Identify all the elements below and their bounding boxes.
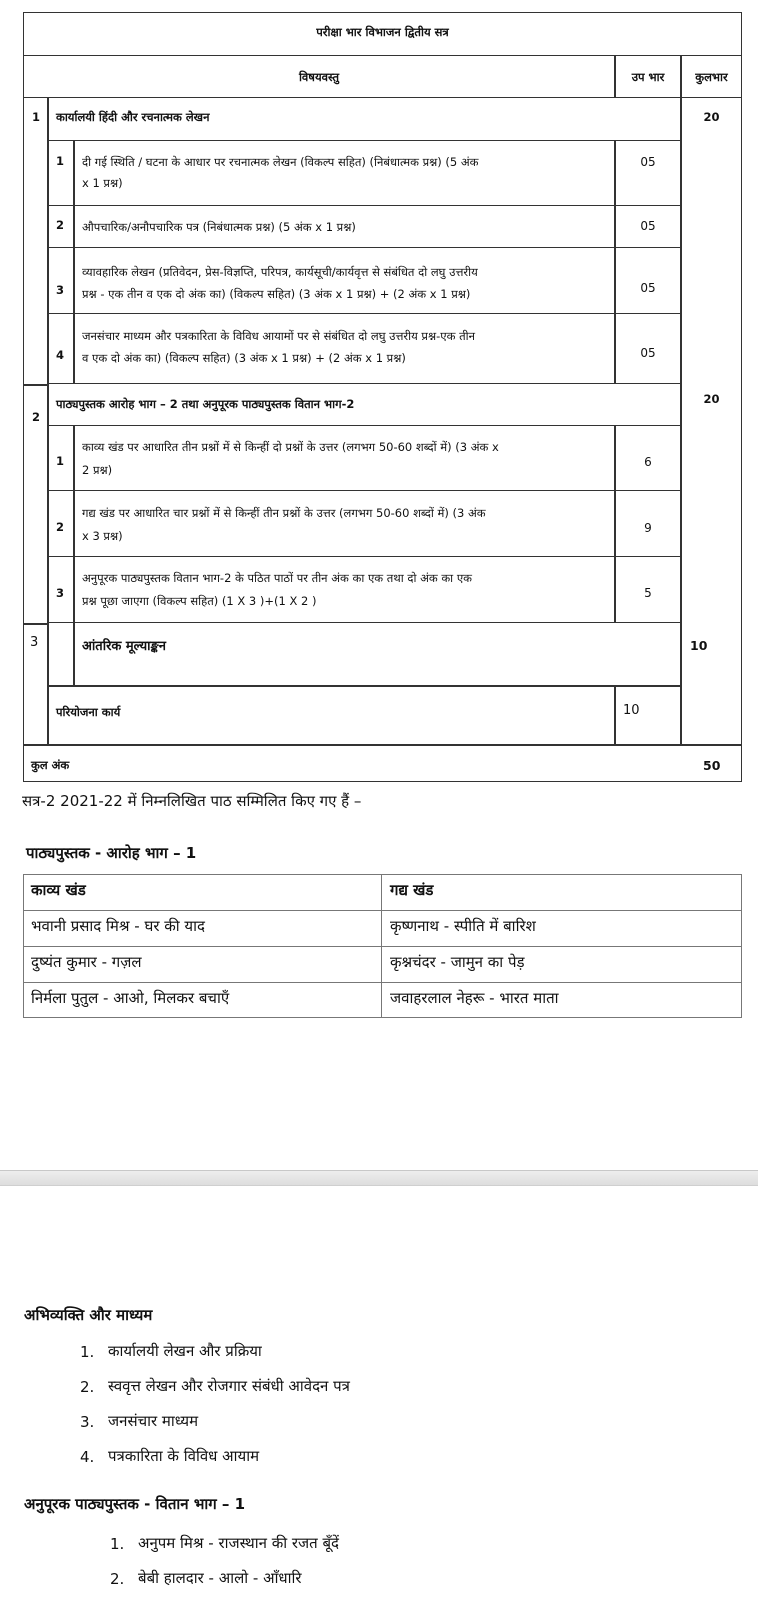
s1-item1-marks: 05: [640, 155, 656, 169]
section-2-title: पाठ्यपुस्तक आरोह भाग – 2 तथा अनुपूरक पाठ्यपुस्तक वितान भाग-2: [56, 397, 355, 411]
s1-item1-num: 1: [56, 154, 65, 168]
s2-item1-line2: 2 प्रश्न): [82, 463, 113, 477]
list-item: अनुपम मिश्र - राजस्थान की रजत बूँदें: [138, 1534, 340, 1552]
aaroh-row-line-2: [23, 946, 742, 947]
aaroh-cell: जवाहरलाल नेहरू - भारत माता: [390, 989, 559, 1007]
grand-total-label: कुल अंक: [31, 758, 70, 772]
s2-item3-line2: प्रश्न पूछा जाएगा (विकल्प सहित) (1 X 3 )+(1 X 2 ): [82, 594, 317, 608]
section-3-bottom: [47, 685, 680, 687]
aaroh-heading: पाठ्यपुस्तक - आरोह भाग – 1: [26, 844, 197, 862]
aaroh-cell: भवानी प्रसाद मिश्र - घर की याद: [31, 917, 205, 935]
list-item-number: 1.: [80, 1343, 95, 1361]
section-divider-2: [23, 623, 47, 625]
table-row: [47, 491, 680, 557]
table-title-row: [23, 12, 742, 56]
list-item: बेबी हालदार - आलो - आँधारि: [138, 1569, 302, 1587]
abhivyakti-heading: अभिव्यक्ति और माध्यम: [24, 1306, 153, 1324]
section-1-title: कार्यालयी हिंदी और रचनात्मक लेखन: [56, 110, 210, 124]
s2-item1-marks: 6: [644, 455, 652, 469]
s1-item4-line2: व एक दो अंक का) (विकल्प सहित) (3 अंक x 1 प्रश्न) + (2 अंक x 1 प्रश्न): [82, 351, 406, 365]
list-item-number: 2.: [110, 1570, 125, 1588]
table-row: [47, 140, 680, 206]
s2-item3-marks: 5: [644, 586, 652, 600]
s1-item4-marks: 05: [640, 346, 656, 360]
grand-total-value: 50: [703, 758, 721, 773]
list-item: कार्यालयी लेखन और प्रक्रिया: [108, 1342, 262, 1360]
project-label: परियोजना कार्य: [56, 705, 121, 719]
section-divider-1: [23, 384, 47, 386]
list-item: पत्रकारिता के विविध आयाम: [108, 1447, 260, 1465]
aaroh-row-line-1: [23, 910, 742, 911]
s2-item3-num: 3: [56, 586, 65, 600]
list-item-number: 1.: [110, 1535, 125, 1553]
list-item-number: 3.: [80, 1413, 95, 1431]
s1-item2-marks: 05: [640, 219, 656, 233]
s1-item3-marks: 05: [640, 281, 656, 295]
table-title: परीक्षा भार विभाजन द्वितीय सत्र: [316, 25, 449, 39]
s2-item2-marks: 9: [644, 521, 652, 535]
section-3-num: 3: [30, 635, 39, 650]
s1-item4-line1: जनसंचार माध्यम और पत्रकारिता के विविध आयामों पर से संबंधित दो लघु उत्तरीय प्रश्न-एक तीन: [82, 329, 476, 343]
s2-item2-line2: x 3 प्रश्न): [82, 529, 123, 543]
s1-item3-num: 3: [56, 283, 65, 297]
list-item-number: 4.: [80, 1448, 95, 1466]
aaroh-cell: निर्मला पुतुल - आओ, मिलकर बचाएँ: [31, 989, 230, 1007]
section-3-total: 10: [690, 638, 708, 653]
aaroh-cell: कृष्णनाथ - स्पीति में बारिश: [390, 917, 536, 935]
s1-item2-line1: औपचारिक/अनौपचारिक पत्र (निबंधात्मक प्रश्न) (5 अंक x 1 प्रश्न): [82, 220, 356, 234]
aaroh-header-gadya: गद्य खंड: [390, 881, 434, 899]
aaroh-row-line-3: [23, 982, 742, 983]
project-marks: 10: [623, 703, 640, 718]
aaroh-cell: दुष्यंत कुमार - गज़ल: [31, 953, 142, 971]
aaroh-cell: कृश्नचंदर - जामुन का पेड़: [390, 953, 525, 971]
s2-item2-num: 2: [56, 520, 65, 534]
s2-item2-line1: गद्य खंड पर आधारित चार प्रश्नों में से किन्हीं तीन प्रश्नों के उत्तर (लगभग 50-60 शब्दों में) (3 अंक: [82, 506, 486, 520]
header-total-weight: कुलभार: [695, 70, 728, 84]
s2-item3-line1: अनुपूरक पाठ्यपुस्तक वितान भाग-2 के पठित पाठों पर तीन अंक का एक तथा दो अंक का एक: [82, 571, 473, 585]
total-row-top: [23, 744, 742, 746]
s2-item1-line1: काव्य खंड पर आधारित तीन प्रश्नों में से किन्हीं दो प्रश्नों के उत्तर (लगभग 50-60 शब्दों में) (3 अंक x: [82, 440, 499, 454]
sub-col-line-num-3: [73, 623, 75, 685]
s1-item1-line2: x 1 प्रश्न): [82, 176, 123, 190]
header-content: विषयवस्तु: [298, 70, 340, 84]
s1-item3-line1: व्यावहारिक लेखन (प्रतिवेदन, प्रेस-विज्ञप्ति, परिपत्र, कार्यसूची/कार्यवृत्त से संबंधित दो लघु उत्तरीय: [82, 265, 478, 279]
header-sub-weight: उप भार: [631, 70, 665, 84]
section-2-total: 20: [703, 392, 720, 406]
s1-item4-num: 4: [56, 348, 65, 362]
col-line-sub: [614, 56, 616, 98]
page-separator: [0, 1170, 758, 1186]
list-item: जनसंचार माध्यम: [108, 1412, 199, 1430]
list-item-number: 2.: [80, 1378, 95, 1396]
vitaan-heading: अनुपूरक पाठ्यपुस्तक - वितान भाग – 1: [24, 1495, 246, 1513]
section-2-num: 2: [32, 410, 41, 424]
section-1-num: 1: [32, 110, 41, 124]
aaroh-header-kavya: काव्य खंड: [31, 881, 86, 899]
s1-item3-line2: प्रश्न - एक तीन व एक दो अंक का) (विकल्प सहित) (3 अंक x 1 प्रश्न) + (2 अंक x 1 प्रश्न): [82, 287, 471, 301]
section-1-total: 20: [703, 110, 720, 124]
section-3-title: आंतरिक मूल्याङ्कन: [82, 639, 166, 654]
s2-item1-num: 1: [56, 454, 65, 468]
session-note: सत्र-2 2021-22 में निम्नलिखित पाठ सम्मिलित किए गए हैं –: [22, 792, 362, 810]
list-item: स्ववृत्त लेखन और रोजगार संबंधी आवेदन पत्र: [108, 1377, 350, 1395]
s1-item2-num: 2: [56, 218, 65, 232]
table-row: [47, 425, 680, 491]
s1-item1-line1: दी गई स्थिति / घटना के आधार पर रचनात्मक लेखन (विकल्प सहित) (निबंधात्मक प्रश्न) (5 अंक: [82, 155, 479, 169]
sub-col-line-project: [614, 685, 616, 744]
